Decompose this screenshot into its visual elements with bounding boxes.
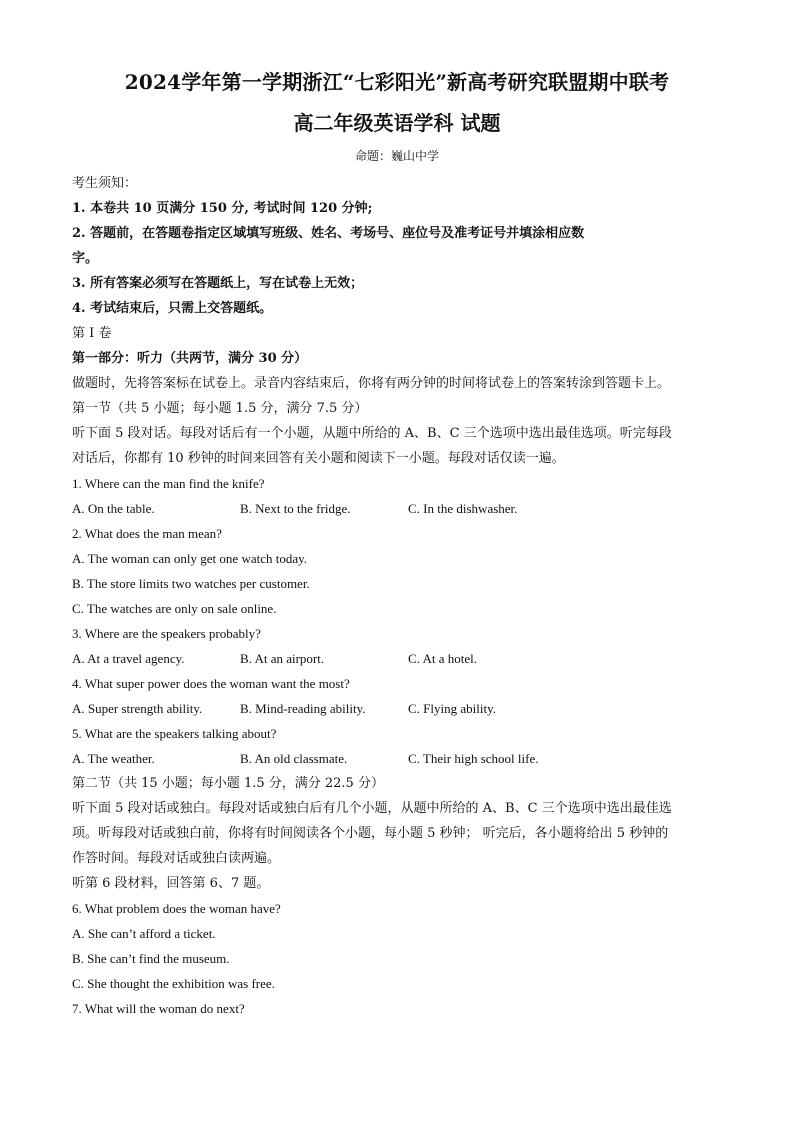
notice-item: 字。 <box>72 251 99 266</box>
part1-instruction: 做题时，先将答案标在试卷上。录音内容结束后，你将有两分钟的时间将试卷上的答案转涂到答题卡上。 <box>72 376 671 391</box>
option-b: B. An old classmate. <box>240 751 348 766</box>
question-4-options <box>72 696 724 721</box>
question-7: 7. What will the woman do next? <box>72 1001 245 1016</box>
option-a: A. The weather. <box>72 751 155 766</box>
material-6-heading: 听第 6 段材料，回答第 6、7 题。 <box>72 876 270 891</box>
question-4: 4. What super power does the woman want the most? <box>72 676 350 691</box>
question-3: 3. Where are the speakers probably? <box>72 626 261 641</box>
option-b: B. At an airport. <box>240 651 325 666</box>
option-a: A. The woman can only get one watch today. <box>72 551 308 566</box>
notice-heading: 考生须知： <box>72 176 138 191</box>
section2-instruction: 作答时间。每段对话或独白读两遍。 <box>72 851 281 866</box>
question-1: 1. Where can the man find the knife? <box>72 476 265 491</box>
notice-item: 4. 考试结束后，只需上交答题纸。 <box>72 301 273 316</box>
notice-item: 3. 所有答案必须写在答题纸上，写在试卷上无效； <box>72 276 364 291</box>
option-b: B. Mind-reading ability. <box>240 701 366 716</box>
notice-item: 2. 答题前，在答题卷指定区域填写班级、姓名、考场号、座位号及准考证号并填涂相应数 <box>72 226 585 241</box>
exam-content <box>72 171 724 1021</box>
question-5: 5. What are the speakers talking about? <box>72 726 277 741</box>
exam-title: 2024学年第一学期浙江“七彩阳光”新高考研究联盟期中联考 <box>124 70 670 94</box>
section1-instruction: 听下面 5 段对话。每段对话后有一个小题，从题中所给的 A、B、C 三个选项中选出最佳选项。听完每段 <box>72 426 672 441</box>
option-a: A. On the table. <box>72 501 155 516</box>
question-3-options <box>72 646 724 671</box>
question-6: 6. What problem does the woman have? <box>72 901 281 916</box>
exam-author: 命题：巍山中学 <box>354 149 439 163</box>
question-1-options <box>72 496 724 521</box>
section1-heading: 第一节（共 5 小题；每小题 1.5 分，满分 7.5 分） <box>72 401 368 416</box>
option-a: A. Super strength ability. <box>72 701 203 716</box>
option-c: C. The watches are only on sale online. <box>72 601 277 616</box>
option-c: C. She thought the exhibition was free. <box>72 976 275 991</box>
option-c: C. In the dishwasher. <box>408 501 518 516</box>
volume-heading: 第 I 卷 <box>72 326 112 341</box>
question-2: 2. What does the man mean? <box>72 526 222 541</box>
option-b: B. She can’t find the museum. <box>72 951 230 966</box>
option-a: A. At a travel agency. <box>72 651 185 666</box>
question-5-options <box>72 746 724 771</box>
option-c: C. Flying ability. <box>408 701 496 716</box>
option-b: B. The store limits two watches per customer. <box>72 576 310 591</box>
section1-instruction: 对话后，你都有 10 秒钟的时间来回答有关小题和阅读下一小题。每段对话仅读一遍。 <box>72 451 565 466</box>
exam-subtitle: 高二年级英语学科 试题 <box>293 111 501 135</box>
section2-heading: 第二节（共 15 小题；每小题 1.5 分，满分 22.5 分） <box>72 776 384 791</box>
section2-instruction: 听下面 5 段对话或独白。每段对话或独白后有几个小题，从题中所给的 A、B、C 三个选项中选出最佳选 <box>72 801 672 816</box>
option-c: C. Their high school life. <box>408 751 539 766</box>
option-c: C. At a hotel. <box>408 651 477 666</box>
part1-heading: 第一部分：听力（共两节，满分 30 分） <box>72 351 308 366</box>
section2-instruction: 项。听每段对话或独白前，你将有时间阅读各个小题，每小题 5 秒钟； 听完后，各小题将给出 5 秒钟的 <box>72 826 669 841</box>
option-b: B. Next to the fridge. <box>240 501 351 516</box>
option-a: A. She can’t afford a ticket. <box>72 926 216 941</box>
notice-item: 1. 本卷共 10 页满分 150 分, 考试时间 120 分钟; <box>72 201 373 216</box>
